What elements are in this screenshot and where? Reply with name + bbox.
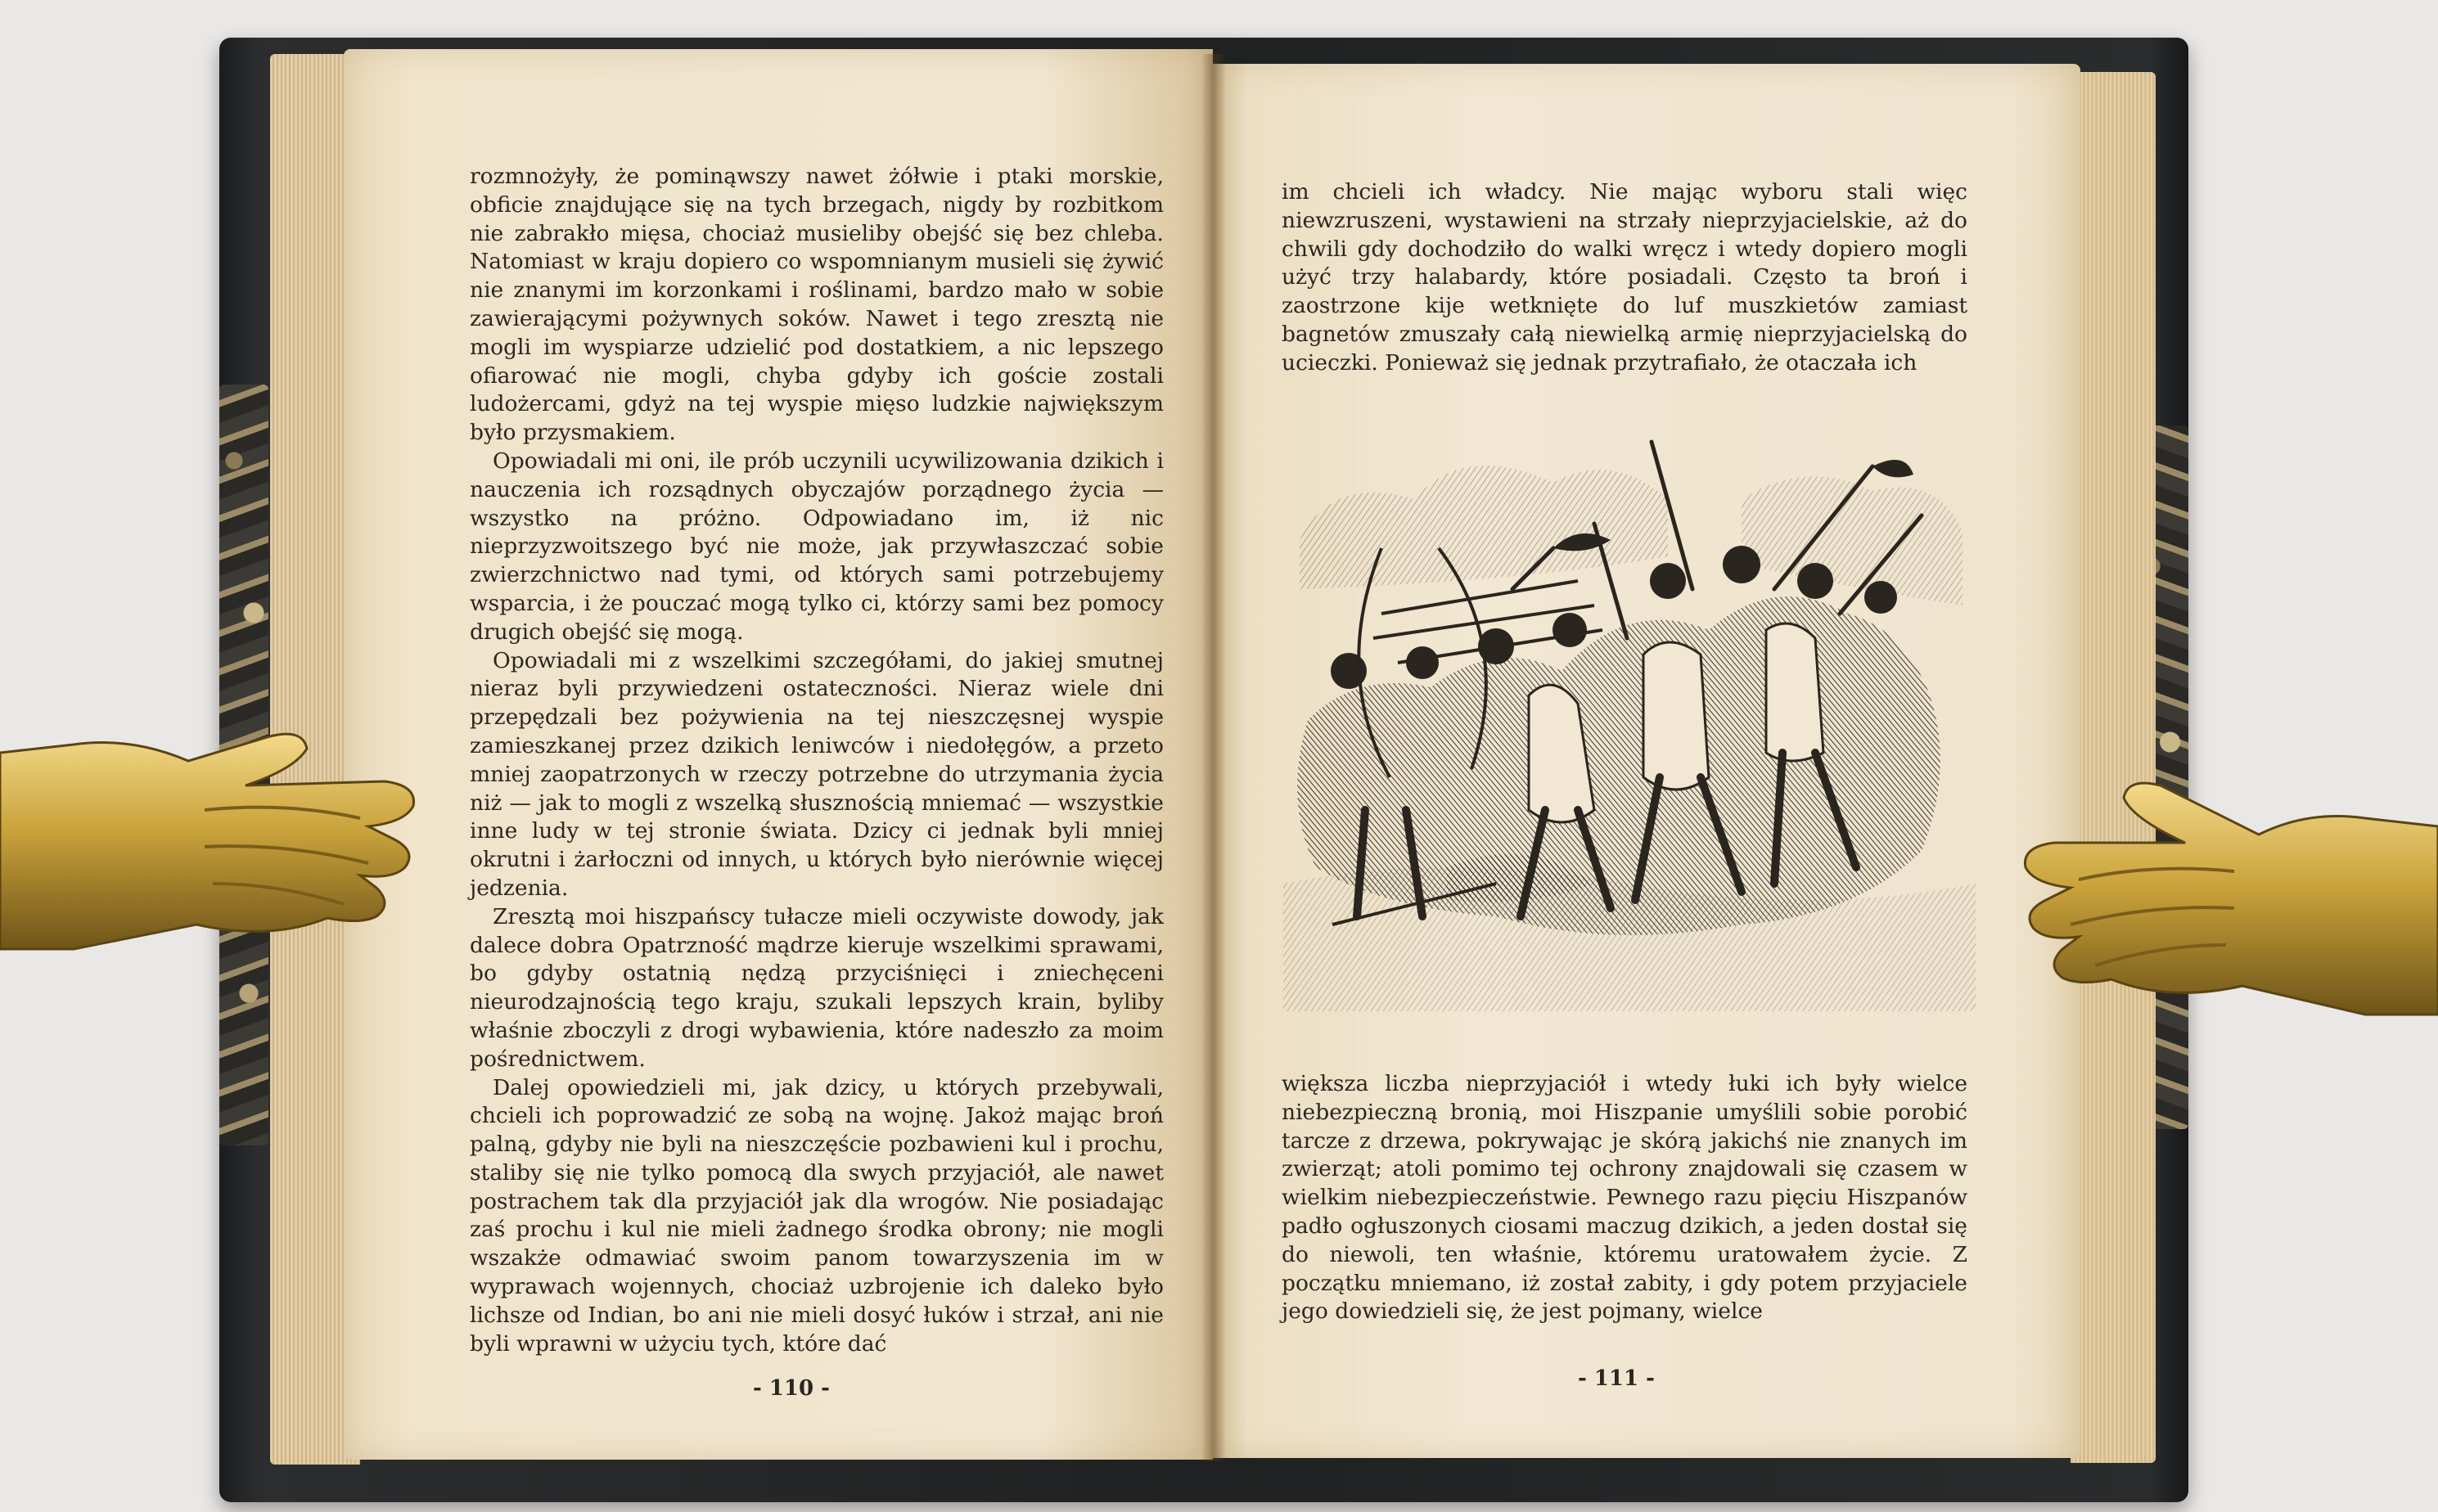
- paragraph: rozmnożyły, że pominąwszy nawet żółwie i ptaki morskie, obficie znajdujące się na tych brzegach, nigdy by rozbitkom nie zabrakło mięsa, chociaż musieliby obejść się bez chleba. Natomiast w kraju dopiero co wspomnianym musieli się żywić nie znanymi im korzonkami i roślinami, bardzo mało w sobie zawierającymi pożywnych soków. Nawet i tego zresztą nie mogli im wyspiarze udzielić pod dostatkiem, a nic lepszego ofiarować nie mogli, chyba gdyby ich goście zostali ludożercami, gdyż na tej wyspie mięso ludzkie największym było przysmakiem.: [470, 164, 1164, 446]
- page-number-left: - 110 -: [753, 1376, 830, 1401]
- right-page-top-text: [1282, 178, 1967, 378]
- paragraph: większa liczba nieprzyjaciół i wtedy łuki ich były wielce niebezpieczną bronią, moi Hiszpanie umyślili sobie porobić tarcze z drzewa, pokrywając je skórą jakichś nie znanych im zwierząt; atoli pomimo tej ochrony znajdowali się czasem w wielkim niebezpieczeństwie. Pewnego razu pięciu Hiszpanów padło ogłuszonych ciosami maczug dzikich, a jeden dostał się do niewoli, ten właśnie, któremu uratowałem życie. Z początku mniemano, iż został zabity, i gdy potem przyjaciele jego dowiedzieli się, że jest pojmany, wielce: [1282, 1071, 1967, 1325]
- paragraph: Dalej opowiedzieli mi, jak dzicy, u których przebywali, chcieli ich poprowadzić ze sobą na wojnę. Jakoż mając broń palną, gdyby nie byli na nieszczęście pozbawieni kul i prochu, staliby się nie tylko pomocą dla swych przyjaciół, ale nawet postrachem tak dla przyjaciół jak dla wrogów. Nie posiadając zaś prochu i kul nie mieli żadnego środka obrony; nie mogli wszakże odmawiać swoim panom towarzyszenia im w wyprawach wojennych, chociaż uzbrojenie ich daleko było lichsze od Indian, bo ani nie mieli dosyć łuków i strzał, ani nie byli wprawni w użyciu tych, które dać: [470, 1074, 1164, 1357]
- brass-hand-left: [0, 704, 426, 965]
- page-number-right: - 111 -: [1578, 1366, 1655, 1391]
- paragraph: Opowiadali mi z wszelkimi szczegółami, do jakiej smutnej nieraz byli przywiedzeni ostateczności. Nieraz wiele dni przepędzali bez pożywienia na tej nieszczęsnej wyspie zamieszkanej przez dzikich leniwców i niedołęgów, a przeto mniej zaopatrzonych w rzeczy potrzebne do utrzymania życia niż — jak to mogli z wszelką słusznością mniemać — wszystkie inne ludy w tej stronie świata. Dzicy ci jednak byli mniej okrutni i żarłoczni od innych, u których było nierównie więcej jedzenia.: [470, 647, 1164, 901]
- paragraph: Zresztą moi hiszpańscy tułacze mieli oczywiste dowody, jak dalece dobra Opatrzność mądrze kieruje wszelkimi sprawami, bo gdyby ostatnią nędzą przyciśnięci i zniechęceni nieurodzajnością tego kraju, szukali lepszych krain, byliby właśnie zboczyli z drogi wybawienia, które nadeszło za moim pośrednictwem.: [470, 903, 1164, 1072]
- left-page-text: [470, 163, 1164, 1358]
- paragraph: Opowiadali mi oni, ile prób uczynili ucywilizowania dzikich i nauczenia ich rozsądnych obyczajów porządnego życia — wszystko na próżno. Odpowiadano im, iż nic nieprzyzwoitszego być nie może, jak przywłaszczać sobie zwierzchnictwo nad tymi, od których sami potrzebujemy wsparcia, i że pouczać mogą tylko ci, którzy sami bez pomocy drugich obejść się mogą.: [470, 448, 1164, 645]
- book-gutter: [1201, 54, 1226, 1461]
- battle-engraving: [1283, 425, 1976, 1011]
- brass-hand-right: [2021, 753, 2438, 1023]
- right-page-bottom-text: [1282, 1070, 1967, 1326]
- paragraph: im chcieli ich władcy. Nie mając wyboru stali więc niewzruszeni, wystawieni na strzały nieprzyjacielskie, aż do chwili gdy dochodziło do walki wręcz i wtedy dopiero mogli użyć trzy halabardy, które posiadali. Często ta broń i zaostrzone kije wetknięte do luf muszkietów zamiast bagnetów zmuszały całą niewielką armię nieprzyjacielską do ucieczki. Ponieważ się jednak przytrafiało, że otaczała ich: [1282, 179, 1967, 376]
